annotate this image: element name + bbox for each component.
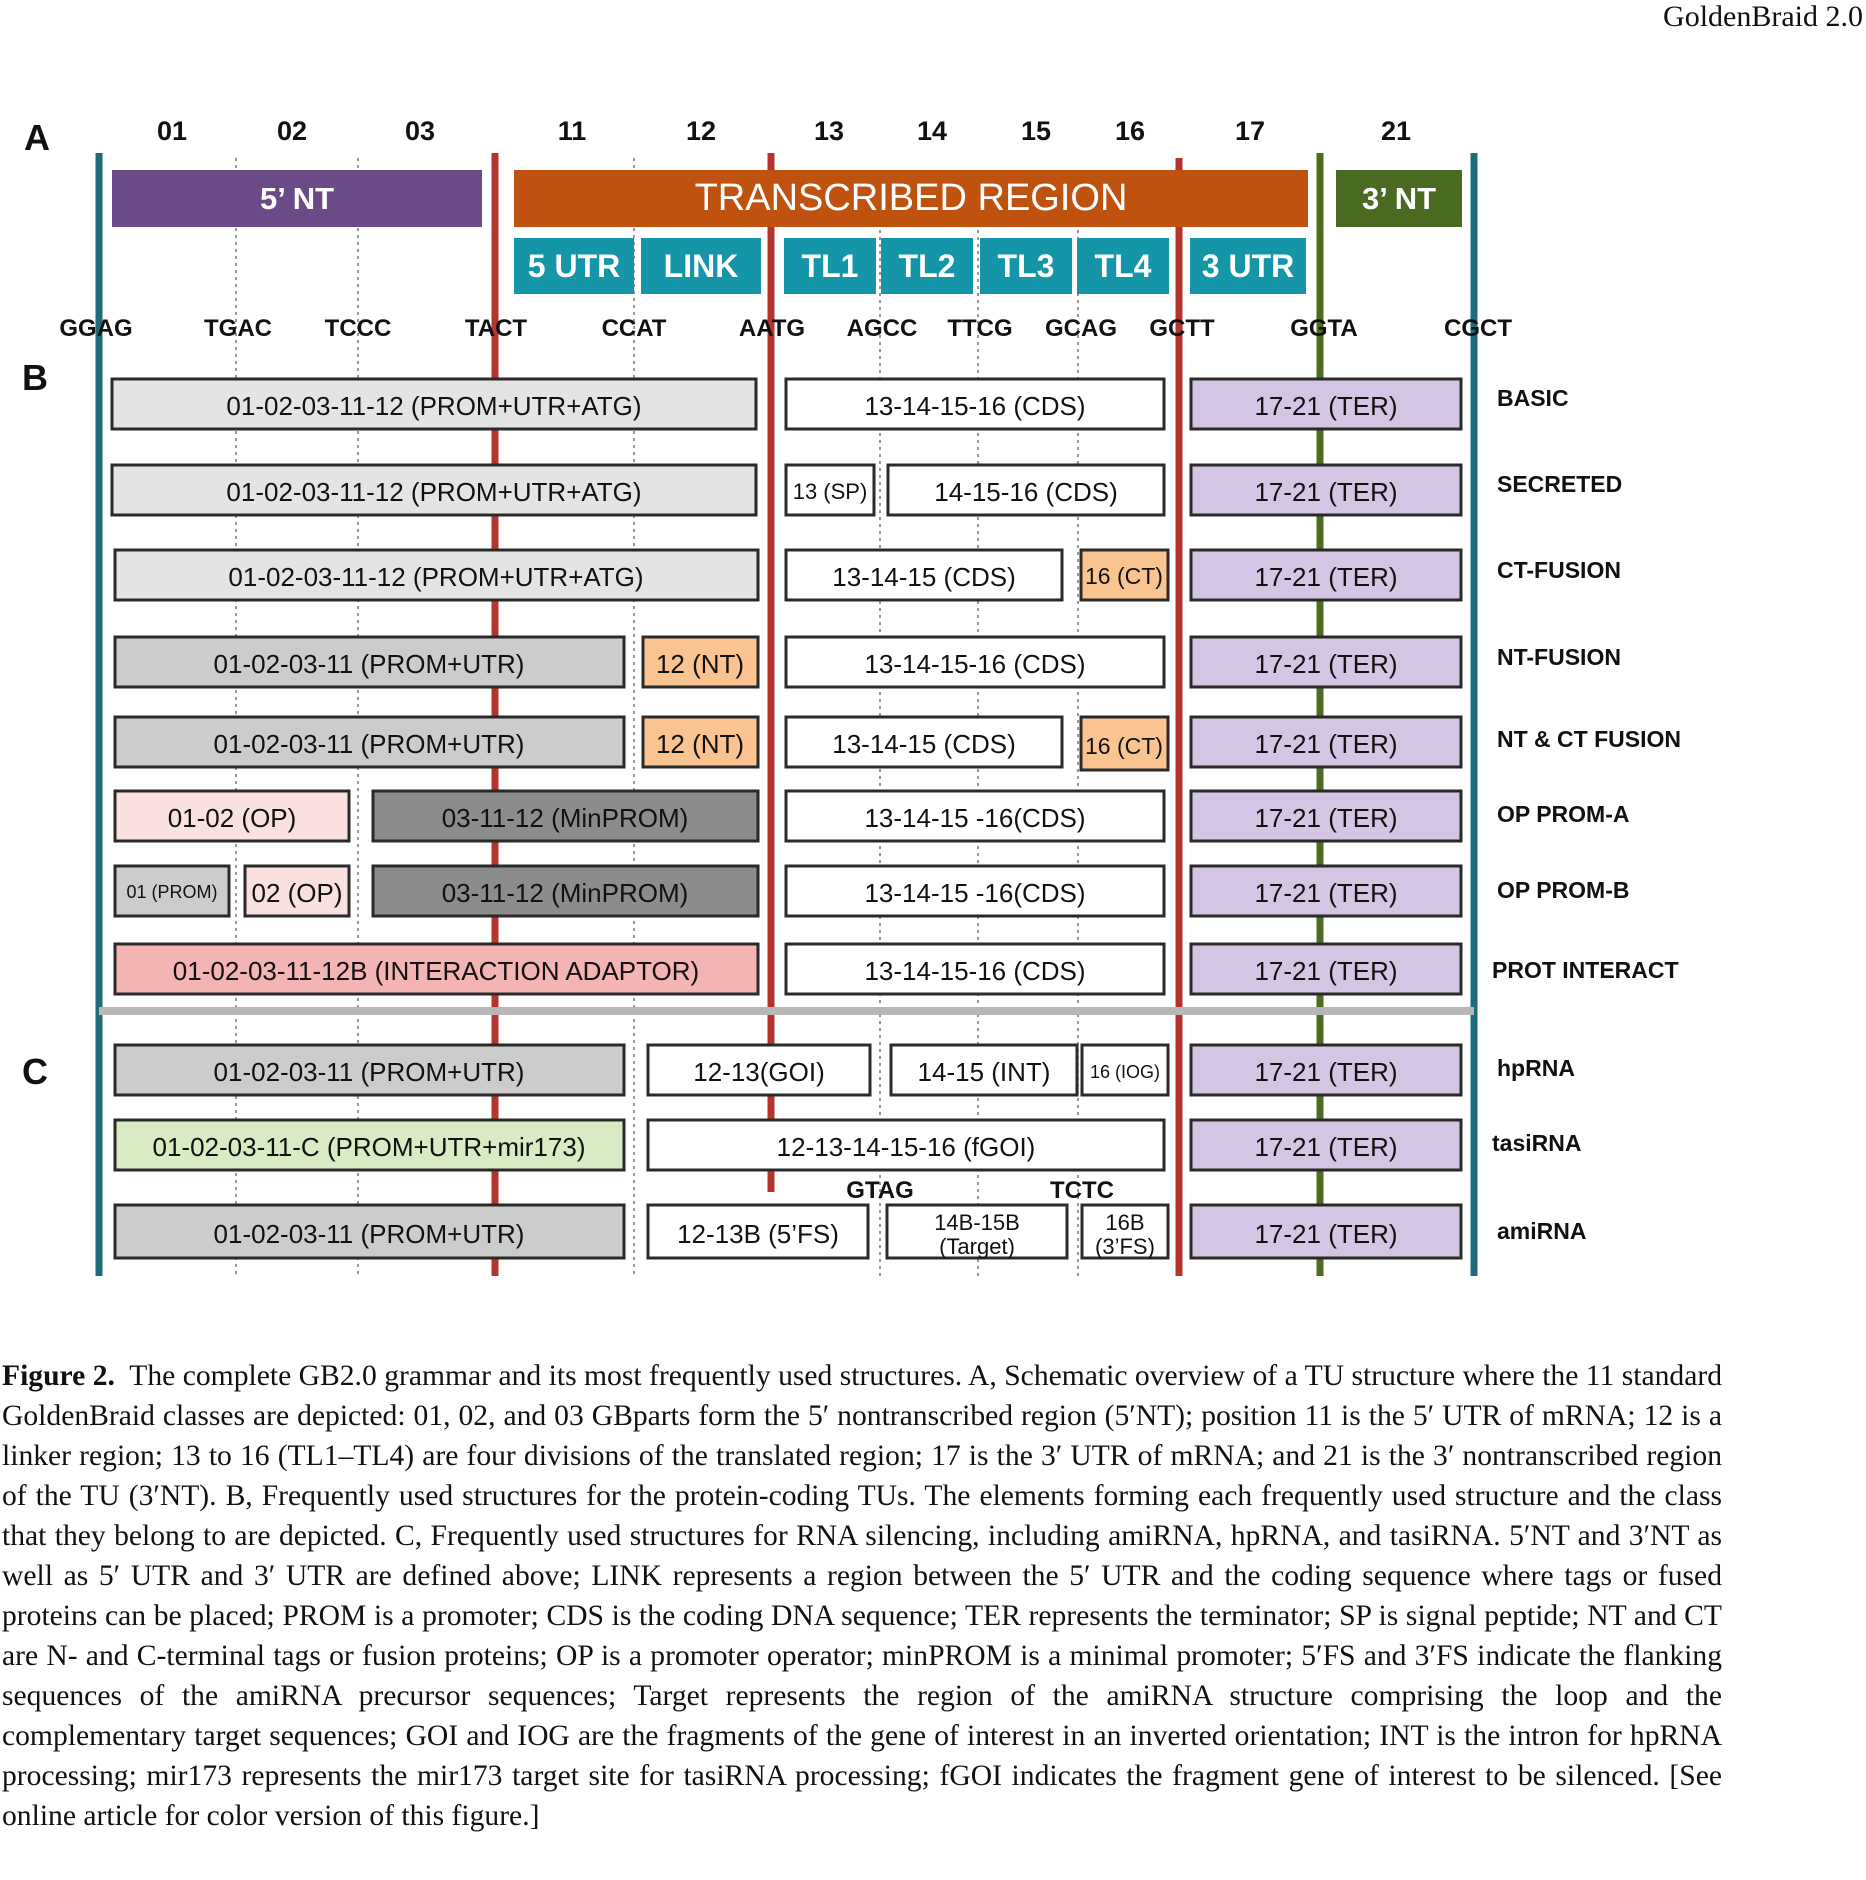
- position-11: 11: [557, 116, 587, 146]
- row-label-op-prom-a: OP PROM-A: [1497, 801, 1630, 827]
- part-label: 16 (IOG): [1089, 1062, 1161, 1082]
- part-label: 01 (PROM): [126, 882, 218, 902]
- subregion-tl3-label: TL3: [997, 248, 1055, 284]
- part-label: 03-11-12 (MinPROM): [441, 803, 689, 833]
- row-label-nt-ct-fusion: NT & CT FUSION: [1497, 726, 1681, 752]
- part-label: 01-02-03-11 (PROM+UTR): [213, 729, 525, 759]
- row-label-nt-fusion: NT-FUSION: [1497, 644, 1621, 670]
- caption-text: The complete GB2.0 grammar and its most frequently used structures. A, Schematic overview of a TU structure where the 11 standard GoldenBraid classes are depicted: 01, 02, and 03 GBparts form the 5′ nontranscribed region (5′NT); position 11 is the 5′ UTR of mRNA; 12 is a linker region; 13 to 16 (TL1–TL4) are four divisions of the translated region; 17 is the 3′ UTR of mRNA; and 21 is the 3′ nontranscribed region of the TU (3′NT). B, Frequently used structures for the protein-coding TUs. The elements forming each frequently used structure and the class that they belong to are depicted. C, Frequently used structures for RNA silencing, including amiRNA, hpRNA, and tasiRNA. 5′NT and 3′NT as well as 5′ UTR and 3′ UTR are defined above; LINK represents a region between the 5′ UTR and the coding sequence where tags or fused proteins can be placed; PROM is a promoter; CDS is the coding DNA sequence; TER represents the terminator; SP is signal peptide; NT and CT are N- and C-terminal tags or fusion proteins; OP is a promoter operator; minPROM is a minimal promoter; 5′FS and 3′FS indicate the flanking sequences of the amiRNA precursor sequences; Target represents the region of the amiRNA structure comprising the loop and the complementary target sequences; GOI and IOG are the fragments of the gene of interest in an inverted orientation; INT is the intron for hpRNA processing; mir173 represents the mir173 target site for tasiRNA processing; fGOI indicates the fragment gene of interest to be silenced. [See online article for color version of this figure.]: [2, 1360, 1723, 1832]
- part-label: 01-02-03-11-12 (PROM+UTR+ATG): [226, 391, 642, 421]
- subregion-5utr-label: 5 UTR: [527, 248, 621, 284]
- panel-label-b: B: [22, 357, 48, 398]
- part-label: 12-13(GOI): [693, 1057, 825, 1087]
- position-15: 15: [1020, 116, 1052, 146]
- part-label: 13 (SP): [792, 479, 868, 504]
- row-label-op-prom-b: OP PROM-B: [1497, 877, 1630, 903]
- part-label: 13-14-15-16 (CDS): [864, 649, 1086, 679]
- overhang-gtag: GTAG: [846, 1177, 914, 1204]
- overhang-tgac: TGAC: [204, 315, 272, 342]
- part-label: 16B: [1105, 1210, 1145, 1235]
- part-label: 01-02-03-11-C (PROM+UTR+mir173): [152, 1132, 586, 1162]
- subregion-tl4-label: TL4: [1094, 248, 1152, 284]
- row-label-secreted: SECRETED: [1497, 471, 1623, 497]
- overhang-gcag: GCAG: [1045, 315, 1117, 342]
- part-label: 01-02-03-11 (PROM+UTR): [213, 649, 525, 679]
- overhang-agcc: AGCC: [846, 315, 918, 342]
- part-label: 17-21 (TER): [1254, 1219, 1398, 1249]
- part-label: 12-13-14-15-16 (fGOI): [776, 1132, 1036, 1162]
- part-label: (Target): [939, 1234, 1015, 1259]
- part-label: 13-14-15 (CDS): [832, 562, 1016, 592]
- part-label: 17-21 (TER): [1254, 878, 1398, 908]
- region-transcribed-label: TRANSCRIBED REGION: [694, 177, 1128, 219]
- part-label: (3’FS): [1095, 1234, 1155, 1259]
- caption-label: Figure 2.: [2, 1360, 115, 1392]
- part-label: 12 (NT): [655, 649, 745, 679]
- part-label: 01-02-03-11-12 (PROM+UTR+ATG): [228, 562, 644, 592]
- overhang-ttcg: TTCG: [947, 315, 1013, 342]
- figure-caption: [2, 1356, 1722, 1836]
- position-03: 03: [404, 116, 436, 146]
- part-label: 17-21 (TER): [1254, 562, 1398, 592]
- part-label: 17-21 (TER): [1254, 477, 1398, 507]
- row-label-ct-fusion: CT-FUSION: [1497, 557, 1621, 583]
- part-label: 13-14-15 (CDS): [832, 729, 1016, 759]
- part-label: 01-02-03-11-12B (INTERACTION ADAPTOR): [172, 956, 700, 986]
- part-label: 16 (CT): [1085, 563, 1163, 589]
- position-21: 21: [1380, 116, 1412, 146]
- part-label: 17-21 (TER): [1254, 803, 1398, 833]
- subregion-link-label: LINK: [663, 248, 739, 284]
- row-label-prot-interact: PROT INTERACT: [1492, 957, 1679, 983]
- subregion-3utr-label: 3 UTR: [1201, 248, 1295, 284]
- part-label: 14B-15B: [934, 1210, 1020, 1235]
- position-14: 14: [916, 116, 948, 146]
- row-label-tasirna: tasiRNA: [1492, 1130, 1582, 1156]
- row-label-hprna: hpRNA: [1497, 1055, 1575, 1081]
- overhang-cgct: CGCT: [1444, 315, 1512, 342]
- part-label: 01-02-03-11 (PROM+UTR): [213, 1057, 525, 1087]
- part-label: 13-14-15 -16(CDS): [864, 803, 1086, 833]
- position-01: 01: [156, 116, 188, 146]
- part-label: 13-14-15-16 (CDS): [864, 391, 1086, 421]
- part-label: 14-15-16 (CDS): [934, 477, 1118, 507]
- part-label: 01-02 (OP): [167, 803, 297, 833]
- region-3nt-label: 3’ NT: [1361, 181, 1437, 216]
- overhang-tccc: TCCC: [324, 315, 392, 342]
- overhang-tact: TACT: [464, 315, 528, 342]
- part-label: 17-21 (TER): [1254, 649, 1398, 679]
- part-label: 12 (NT): [655, 729, 745, 759]
- overhang-ggag: GGAG: [59, 315, 133, 342]
- position-13: 13: [813, 116, 845, 146]
- position-12: 12: [685, 116, 717, 146]
- position-17: 17: [1234, 116, 1266, 146]
- overhang-ccat: CCAT: [601, 315, 667, 342]
- running-header: GoldenBraid 2.0: [1663, 0, 1863, 33]
- part-label: 17-21 (TER): [1254, 391, 1398, 421]
- part-label: 17-21 (TER): [1254, 956, 1398, 986]
- part-label: 12-13B (5’FS): [677, 1219, 839, 1249]
- part-label: 17-21 (TER): [1254, 1132, 1398, 1162]
- position-16: 16: [1114, 116, 1146, 146]
- part-label: 03-11-12 (MinPROM): [441, 878, 689, 908]
- part-label: 01-02-03-11 (PROM+UTR): [213, 1219, 525, 1249]
- part-label: 01-02-03-11-12 (PROM+UTR+ATG): [226, 477, 642, 507]
- part-label: 14-15 (INT): [917, 1057, 1051, 1087]
- overhang-aatg: AATG: [738, 315, 806, 342]
- row-label-basic: BASIC: [1497, 385, 1569, 411]
- part-label: 17-21 (TER): [1254, 1057, 1398, 1087]
- position-02: 02: [276, 116, 308, 146]
- part-label: 16 (CT): [1085, 733, 1163, 759]
- part-label: 13-14-15 -16(CDS): [864, 878, 1086, 908]
- row-label-amirna: amiRNA: [1497, 1218, 1587, 1244]
- part-label: 13-14-15-16 (CDS): [864, 956, 1086, 986]
- overhang-ggta: GGTA: [1290, 315, 1358, 342]
- region-5nt-label: 5’ NT: [259, 181, 335, 216]
- part-label: 02 (OP): [251, 878, 343, 908]
- overhang-tctc: TCTC: [1050, 1177, 1114, 1204]
- subregion-tl1-label: TL1: [801, 248, 859, 284]
- overhang-gctt: GCTT: [1149, 315, 1215, 342]
- panel-label-c: C: [22, 1051, 48, 1092]
- part-label: 17-21 (TER): [1254, 729, 1398, 759]
- subregion-tl2-label: TL2: [898, 248, 956, 284]
- panel-label-a: A: [24, 117, 50, 158]
